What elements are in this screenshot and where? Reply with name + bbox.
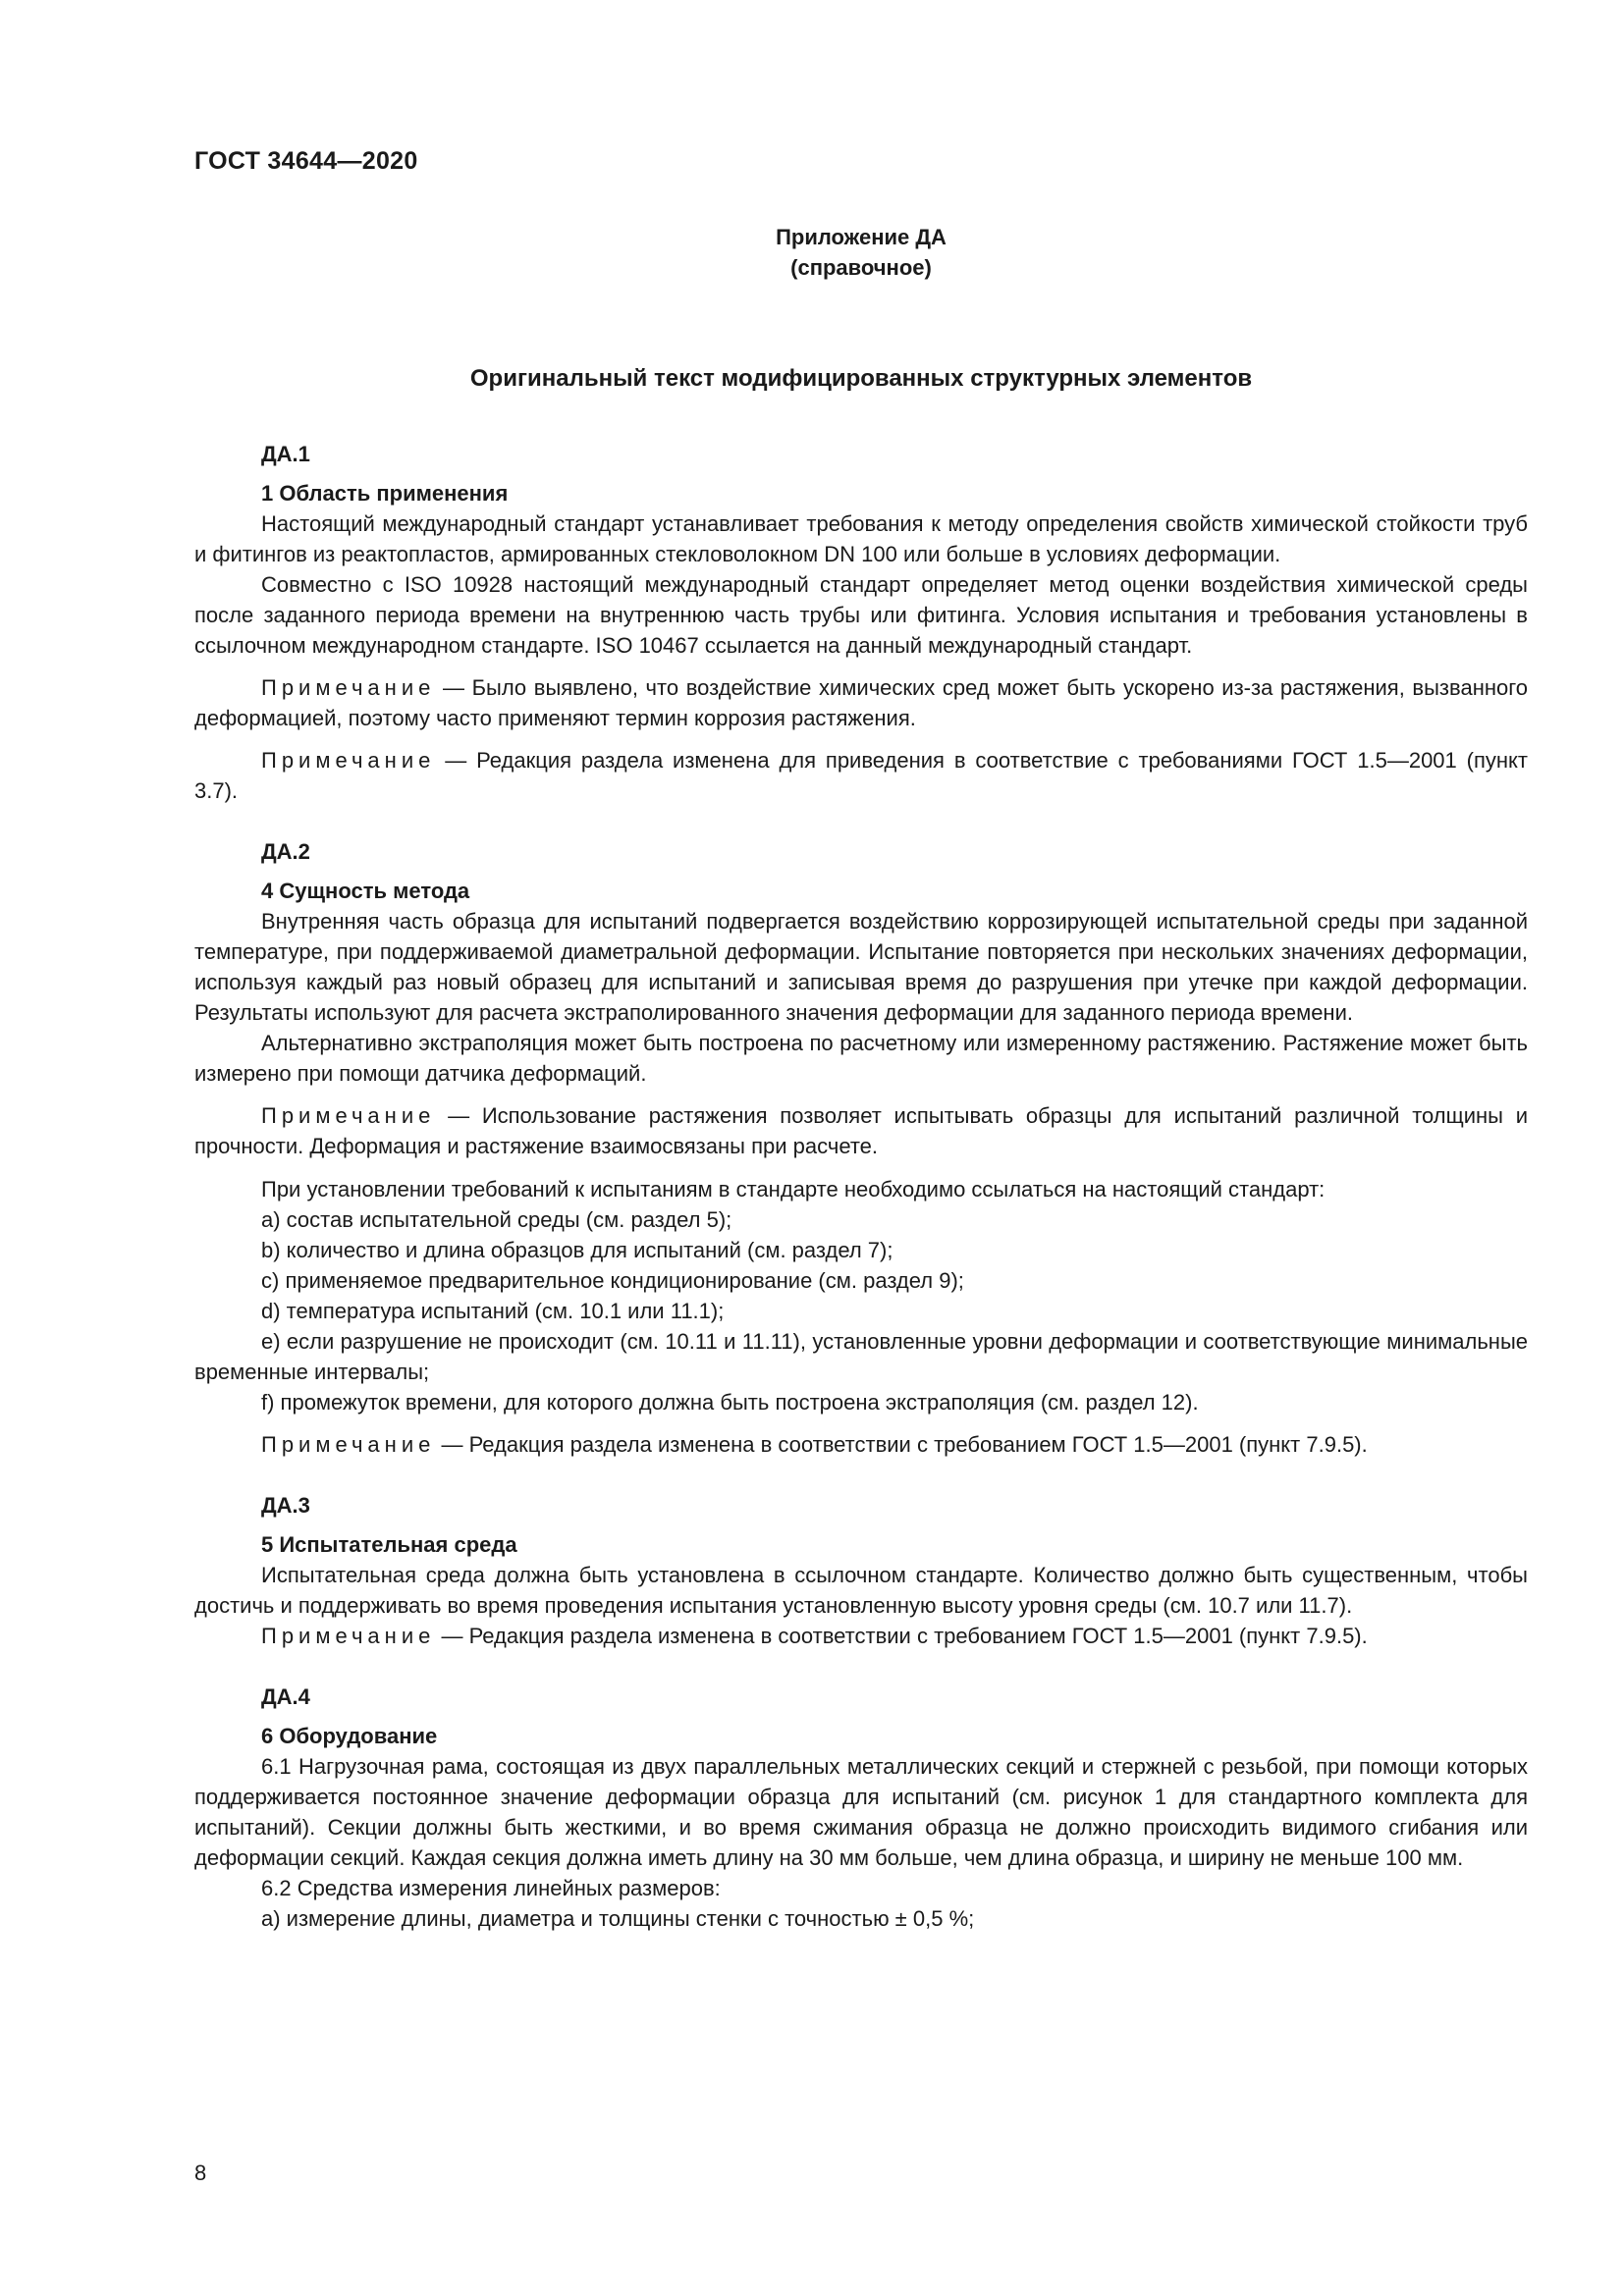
section-da4 bbox=[194, 1682, 1528, 1934]
note-label: Примечание bbox=[261, 675, 436, 700]
note-text: — Редакция раздела изменена для приведения в соответствие с требованиями ГОСТ 1.5—2001 (пункт 3.7). bbox=[194, 748, 1528, 803]
note bbox=[194, 745, 1528, 806]
list-item: d) температура испытаний (см. 10.1 или 11.1); bbox=[261, 1299, 725, 1323]
annex-subtitle: (справочное) bbox=[790, 255, 932, 280]
note-label: Примечание bbox=[261, 1103, 436, 1128]
document-code: ГОСТ 34644—2020 bbox=[194, 147, 418, 175]
paragraph: Альтернативно экстраполяция может быть построена по расчетному или измеренному растяжению. Растяжение может быть измерено при помощи датчика деформаций. bbox=[194, 1031, 1528, 1086]
section-title: 4 Сущность метода bbox=[261, 879, 470, 903]
note-label: Примечание bbox=[261, 1624, 436, 1648]
list-item: e) если разрушение не происходит (см. 10.11 и 11.11), установленные уровни деформации и соответствующие минимальные временные интервалы; bbox=[194, 1329, 1528, 1384]
note-text: — Было выявлено, что воздействие химических сред может быть ускорено из-за растяжения, вызванного деформацией, поэтому часто применяют термин коррозия растяжения. bbox=[194, 675, 1528, 730]
note bbox=[194, 1100, 1528, 1161]
note bbox=[194, 1621, 1528, 1651]
list-item: a) состав испытательной среды (см. раздел 5); bbox=[261, 1207, 732, 1232]
section-label: ДА.1 bbox=[261, 442, 310, 466]
section-title: 5 Испытательная среда bbox=[261, 1532, 517, 1557]
section-da3 bbox=[194, 1490, 1528, 1651]
paragraph: 6.1 Нагрузочная рама, состоящая из двух параллельных металлических секций и стержней с резьбой, при помощи которых поддерживается постоянное значение деформации образца для испытаний (см. рисунок 1 для стандартного комплекта для испытаний). Секции должны быть жесткими, и во время сжимания образца не должно происходить видимого сгибания или деформации секций. Каждая секция должна иметь длину на 30 мм больше, чем длина образца, и ширину не меньше 100 мм. bbox=[194, 1754, 1528, 1870]
page-number: 8 bbox=[194, 2161, 207, 2185]
note-label: Примечание bbox=[261, 1432, 436, 1457]
paragraph: При установлении требований к испытаниям в стандарте необходимо ссылаться на настоящий стандарт: bbox=[261, 1177, 1326, 1201]
list-item: c) применяемое предварительное кондиционирование (см. раздел 9); bbox=[261, 1268, 964, 1293]
paragraph: Совместно с ISO 10928 настоящий международный стандарт определяет метод оценки воздействия химической среды после заданного периода времени на внутреннюю часть трубы или фитинга. Условия испытания и требования установлены в ссылочном международном стандарте. ISO 10467 ссылается на данный международный стандарт. bbox=[194, 572, 1528, 658]
section-label: ДА.3 bbox=[261, 1493, 310, 1518]
note-text: — Редакция раздела изменена в соответствии с требованием ГОСТ 1.5—2001 (пункт 7.9.5). bbox=[435, 1624, 1368, 1648]
note bbox=[194, 672, 1528, 733]
note-text: — Использование растяжения позволяет испытывать образцы для испытаний различной толщины и прочности. Деформация и растяжение взаимосвязаны при расчете. bbox=[194, 1103, 1528, 1158]
note-label: Примечание bbox=[261, 748, 436, 773]
paragraph: Испытательная среда должна быть установлена в ссылочном стандарте. Количество должно быть существенным, чтобы достичь и поддерживать во время проведения испытания установленную высоту уровня среды (см. 10.7 или 11.7). bbox=[194, 1563, 1528, 1618]
paragraph: 6.2 Средства измерения линейных размеров: bbox=[261, 1876, 721, 1900]
note-text: — Редакция раздела изменена в соответствии с требованием ГОСТ 1.5—2001 (пункт 7.9.5). bbox=[435, 1432, 1368, 1457]
section-da1 bbox=[194, 439, 1528, 806]
list-item: b) количество и длина образцов для испытаний (см. раздел 7); bbox=[261, 1238, 893, 1262]
section-label: ДА.2 bbox=[261, 839, 310, 864]
section-label: ДА.4 bbox=[261, 1684, 310, 1709]
note bbox=[194, 1429, 1528, 1460]
section-da2 bbox=[194, 836, 1528, 1460]
document-page bbox=[194, 147, 1528, 1934]
paragraph: Настоящий международный стандарт устанавливает требования к методу определения свойств химической стойкости труб и фитингов из реактопластов, армированных стекловолокном DN 100 или больше в условиях деформации. bbox=[194, 511, 1528, 566]
annex-heading: Оригинальный текст модифицированных структурных элементов bbox=[469, 365, 1253, 392]
paragraph: Внутренняя часть образца для испытаний подвергается воздействию коррозирующей испытательной среды при заданной температуре, при поддерживаемой диаметральной деформации. Испытание повторяется при нескольких значениях деформации, используя каждый раз новый образец для испытаний и записывая время до разрушения при утечке при каждой деформации. Результаты используют для расчета экстраполированного значения деформации для заданного периода времени. bbox=[194, 909, 1528, 1025]
annex-title: Приложение ДА bbox=[776, 225, 947, 249]
section-title: 6 Оборудование bbox=[261, 1724, 438, 1748]
list-item: f) промежуток времени, для которого должна быть построена экстраполяция (см. раздел 12). bbox=[261, 1390, 1199, 1415]
paragraph: a) измерение длины, диаметра и толщины стенки с точностью ± 0,5 %; bbox=[261, 1906, 975, 1931]
section-title: 1 Область применения bbox=[261, 481, 509, 506]
